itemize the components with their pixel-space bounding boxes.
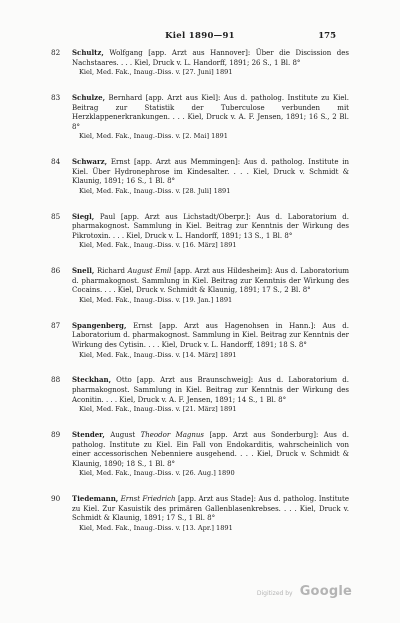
dissertation-note: Kiel, Med. Fak., Inaug.-Diss. v. [19. Jan.] 1891 bbox=[79, 296, 233, 305]
entry-body bbox=[72, 321, 349, 351]
entry-number: 89 bbox=[51, 429, 61, 439]
entry bbox=[51, 321, 349, 360]
author-surname: Tiedemann, bbox=[72, 494, 119, 504]
entry-number: 88 bbox=[51, 375, 61, 385]
author-given: Otto bbox=[116, 376, 132, 385]
author-given: August bbox=[110, 430, 136, 439]
entry-body bbox=[72, 48, 349, 68]
entry-number: 86 bbox=[51, 266, 61, 276]
page-number: 175 bbox=[318, 31, 336, 41]
author-given: Bernhard bbox=[108, 93, 143, 102]
author-given-italic: August Emil bbox=[127, 267, 172, 276]
entry-body bbox=[72, 266, 349, 296]
author-given: Richard bbox=[96, 267, 125, 276]
author-given-italic: Ernst Friedrich bbox=[120, 495, 176, 504]
author-surname: Schulze, bbox=[72, 92, 106, 102]
author-given: Ernst bbox=[133, 321, 153, 330]
entry-number: 82 bbox=[51, 48, 61, 57]
author-surname: Siegl, bbox=[72, 211, 95, 221]
entry-text: [app. Arzt aus Lichstadt/Oberpr.]: Aus d. Laboratorium d. pharmakognost. Sammlung in Kiel. Beitrag zur Kenntnis der Wirkung des Pikrotoxin. . . . Kiel, Druck v. L. Handorff, 1891; 13 S., 1 Bl. 8° bbox=[72, 212, 349, 240]
entry bbox=[51, 212, 349, 251]
entry-text: [app. Arzt aus Braunschweig]: Aus d. Laboratorium d. pharmakognost. Sammlung in Kiel. Beitrag zur Kenntnis der Wirkung des Aconitin. . . . Kiel, Druck v. A. F. Jensen, 1891; 14 S., 1 Bl. 8° bbox=[72, 376, 349, 404]
dissertation-note: Kiel, Med. Fak., Inaug.-Diss. v. [28. Juli] 1891 bbox=[79, 186, 231, 195]
entry-body bbox=[72, 430, 349, 469]
entry-number: 90 bbox=[51, 494, 61, 504]
entry bbox=[51, 494, 349, 533]
author-surname: Schwarz, bbox=[72, 157, 108, 167]
entry bbox=[51, 48, 349, 78]
entry-body bbox=[72, 375, 349, 405]
author-given: Wolfgang bbox=[109, 49, 143, 57]
entry-text: [app. Arzt aus Kiel]: Aus d. patholog. Institute zu Kiel. Beitrag zur Statistik der Tuberculose verbunden mit Herzklappenerkrankungen. . . . Kiel, Druck v. A. F. Jensen, 1891; 16 S., 2 Bl. 8° bbox=[72, 93, 349, 131]
entry-text: [app. Arzt aus Sonderburg]: Aus d. patholog. Institute zu Kiel. Ein Fall von Endokarditis, wahrscheinlich von einer accessorischen Nebenniere ausgehend. . . . Kiel, Druck v. Schmidt & Klaunig, 1890; 18 S., 1 Bl. 8° bbox=[72, 430, 350, 468]
dissertation-note: Kiel, Med. Fak., Inaug.-Diss. v. [27. Juni] 1891 bbox=[79, 68, 233, 77]
author-surname: Spangenberg, bbox=[72, 320, 127, 330]
entry bbox=[51, 430, 349, 479]
entry-text: [app. Arzt aus Stade]: Aus d. patholog. Institute zu Kiel. Zur Kasuistik des primären Gallenblasenkrebses. . . . Kiel, Druck v. Schmidt & Klaunig, 1891; 17 S., 1 Bl. 8° bbox=[72, 495, 349, 523]
entry bbox=[51, 266, 349, 305]
author-surname: Steckhan, bbox=[72, 375, 112, 385]
entry-text: [app. Arzt aus Memmingen]: Aus d. patholog. Institute in Kiel. Über Hydronephrose im Kindesalter. . . . Kiel, Druck v. Schmidt & Klaunig, 1891; 16 S., 1 Bl. 8° bbox=[72, 158, 349, 186]
author-surname: Schultz, bbox=[72, 48, 104, 57]
entry-number: 87 bbox=[51, 320, 61, 330]
dissertation-note: Kiel, Med. Fak., Inaug.-Diss. v. [26. Aug.] 1890 bbox=[79, 469, 235, 478]
dissertation-note: Kiel, Med. Fak., Inaug.-Diss. v. [16. März] 1891 bbox=[79, 241, 237, 250]
author-surname: Snell, bbox=[72, 266, 95, 276]
entry bbox=[51, 93, 349, 142]
author-given: Ernst bbox=[110, 158, 131, 167]
author-given: Paul bbox=[99, 212, 116, 221]
watermark-prefix: Digitized by bbox=[256, 590, 293, 597]
author-given-italic: Theodor Magnus bbox=[140, 430, 205, 439]
entry bbox=[51, 375, 349, 414]
entry-number: 85 bbox=[51, 211, 61, 221]
dissertation-note: Kiel, Med. Fak., Inaug.-Diss. v. [14. März] 1891 bbox=[79, 350, 237, 359]
entry-body bbox=[72, 212, 349, 242]
entry-body bbox=[72, 93, 349, 132]
google-watermark bbox=[257, 580, 352, 599]
entry-body bbox=[72, 157, 349, 187]
author-surname: Stender, bbox=[72, 429, 105, 439]
entry-list bbox=[51, 48, 349, 549]
dissertation-note: Kiel, Med. Fak., Inaug.-Diss. v. [2. Mai] 1891 bbox=[79, 132, 228, 141]
dissertation-note: Kiel, Med. Fak., Inaug.-Diss. v. [13. Apr.] 1891 bbox=[79, 523, 233, 532]
entry-text: [app. Arzt aus Hannover]: Über die Discission des Nachstaares. . . . Kiel, Druck v. L. Handorff, 1891; 26 S., 1 Bl. 8° bbox=[72, 49, 349, 67]
entry-number: 84 bbox=[51, 157, 61, 167]
running-title: Kiel 1890—91 bbox=[165, 31, 235, 41]
dissertation-note: Kiel, Med. Fak., Inaug.-Diss. v. [21. März] 1891 bbox=[79, 405, 237, 414]
google-logo: Google bbox=[299, 584, 352, 599]
entry-number: 83 bbox=[51, 92, 61, 102]
entry-text: [app. Arzt aus Hagenohsen in Hann.]: Aus d. Laboratorium d. pharmakognost. Sammlung in Kiel. Beitrag zur Kenntnis der Wirkung des Cytisin. . . . Kiel, Druck v. L. Handorff, 1891; 18 S. 8° bbox=[72, 321, 350, 349]
entry bbox=[51, 157, 349, 196]
entry-text: [app. Arzt aus Hildesheim]: Aus d. Laboratorium d. pharmakognost. Sammlung in Kiel. Beitrag zur Kenntnis der Wirkung des Cocains. . . . Kiel, Druck v. Schmidt & Klaunig, 1891; 17 S., 2 Bl. 8° bbox=[72, 267, 349, 295]
entry-body bbox=[72, 494, 349, 524]
page-header bbox=[0, 31, 400, 43]
